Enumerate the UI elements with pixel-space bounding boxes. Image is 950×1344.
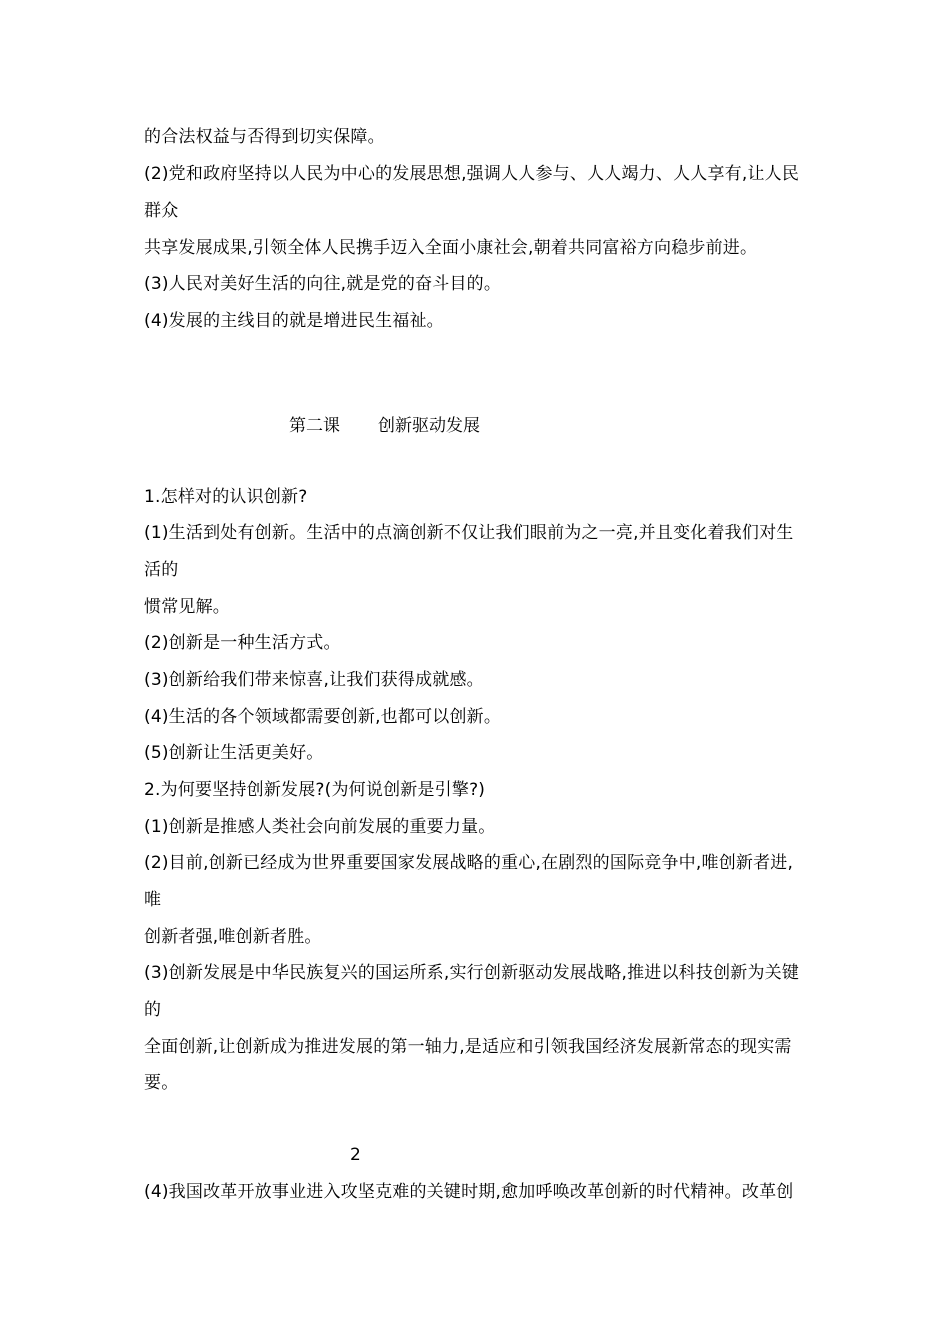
- text-line: (2)党和政府坚持以人民为中心的发展思想,强调人人参与、人人竭力、人人享有,让人民: [144, 164, 800, 184]
- text-line: (3)人民对美好生活的向往,就是党的奋斗目的。: [144, 274, 502, 294]
- text-line: (3)创新给我们带来惊喜,让我们获得成就感。: [144, 670, 484, 690]
- text-line: (4)发展的主线目的就是增进民生福祉。: [144, 311, 444, 331]
- text-line: (2)目前,创新已经成为世界重要国家发展战略的重心,在剧烈的国际竞争中,唯创新者进,: [144, 853, 794, 873]
- text-line: (2)创新是一种生活方式。: [144, 633, 341, 653]
- text-line: 群众: [144, 201, 179, 221]
- text-line: 要。: [144, 1073, 179, 1093]
- text-line: (4)生活的各个领域都需要创新,也都可以创新。: [144, 707, 502, 727]
- text-line: 共享发展成果,引领全体人民携手迈入全面小康社会,朝着共同富裕方向稳步前进。: [144, 238, 758, 258]
- text-line: (5)创新让生活更美好。: [144, 743, 324, 763]
- text-line: (1)创新是推感人类社会向前发展的重要力量。: [144, 817, 496, 837]
- text-line: (4)我国改革开放事业进入攻坚克难的关键时期,愈加呼唤改革创新的时代精神。改革创: [144, 1182, 794, 1202]
- lesson-number: 第二课: [289, 416, 340, 436]
- text-line: (1)生活到处有创新。生活中的点滴创新不仅让我们眼前为之一亮,并且变化着我们对生: [144, 523, 794, 543]
- text-line: 的合法权益与否得到切实保障。: [144, 127, 385, 147]
- text-line: 活的: [144, 560, 179, 580]
- question-heading: 1.怎样对的认识创新?: [144, 487, 308, 507]
- lesson-title: 创新驱动发展: [378, 416, 480, 436]
- text-line: 唯: [144, 890, 162, 910]
- question-heading: 2.为何要坚持创新发展?(为何说创新是引擎?): [144, 780, 486, 800]
- text-line: 惯常见解。: [144, 597, 230, 617]
- text-line: (3)创新发展是中华民族复兴的国运所系,实行创新驱动发展战略,推进以科技创新为关键: [144, 963, 800, 983]
- text-line: 全面创新,让创新成为推进发展的第一轴力,是适应和引领我国经济发展新常态的现实需: [144, 1037, 792, 1057]
- text-line: 的: [144, 1000, 162, 1020]
- page-number: 2: [350, 1145, 361, 1165]
- text-line: 创新者强,唯创新者胜。: [144, 927, 322, 947]
